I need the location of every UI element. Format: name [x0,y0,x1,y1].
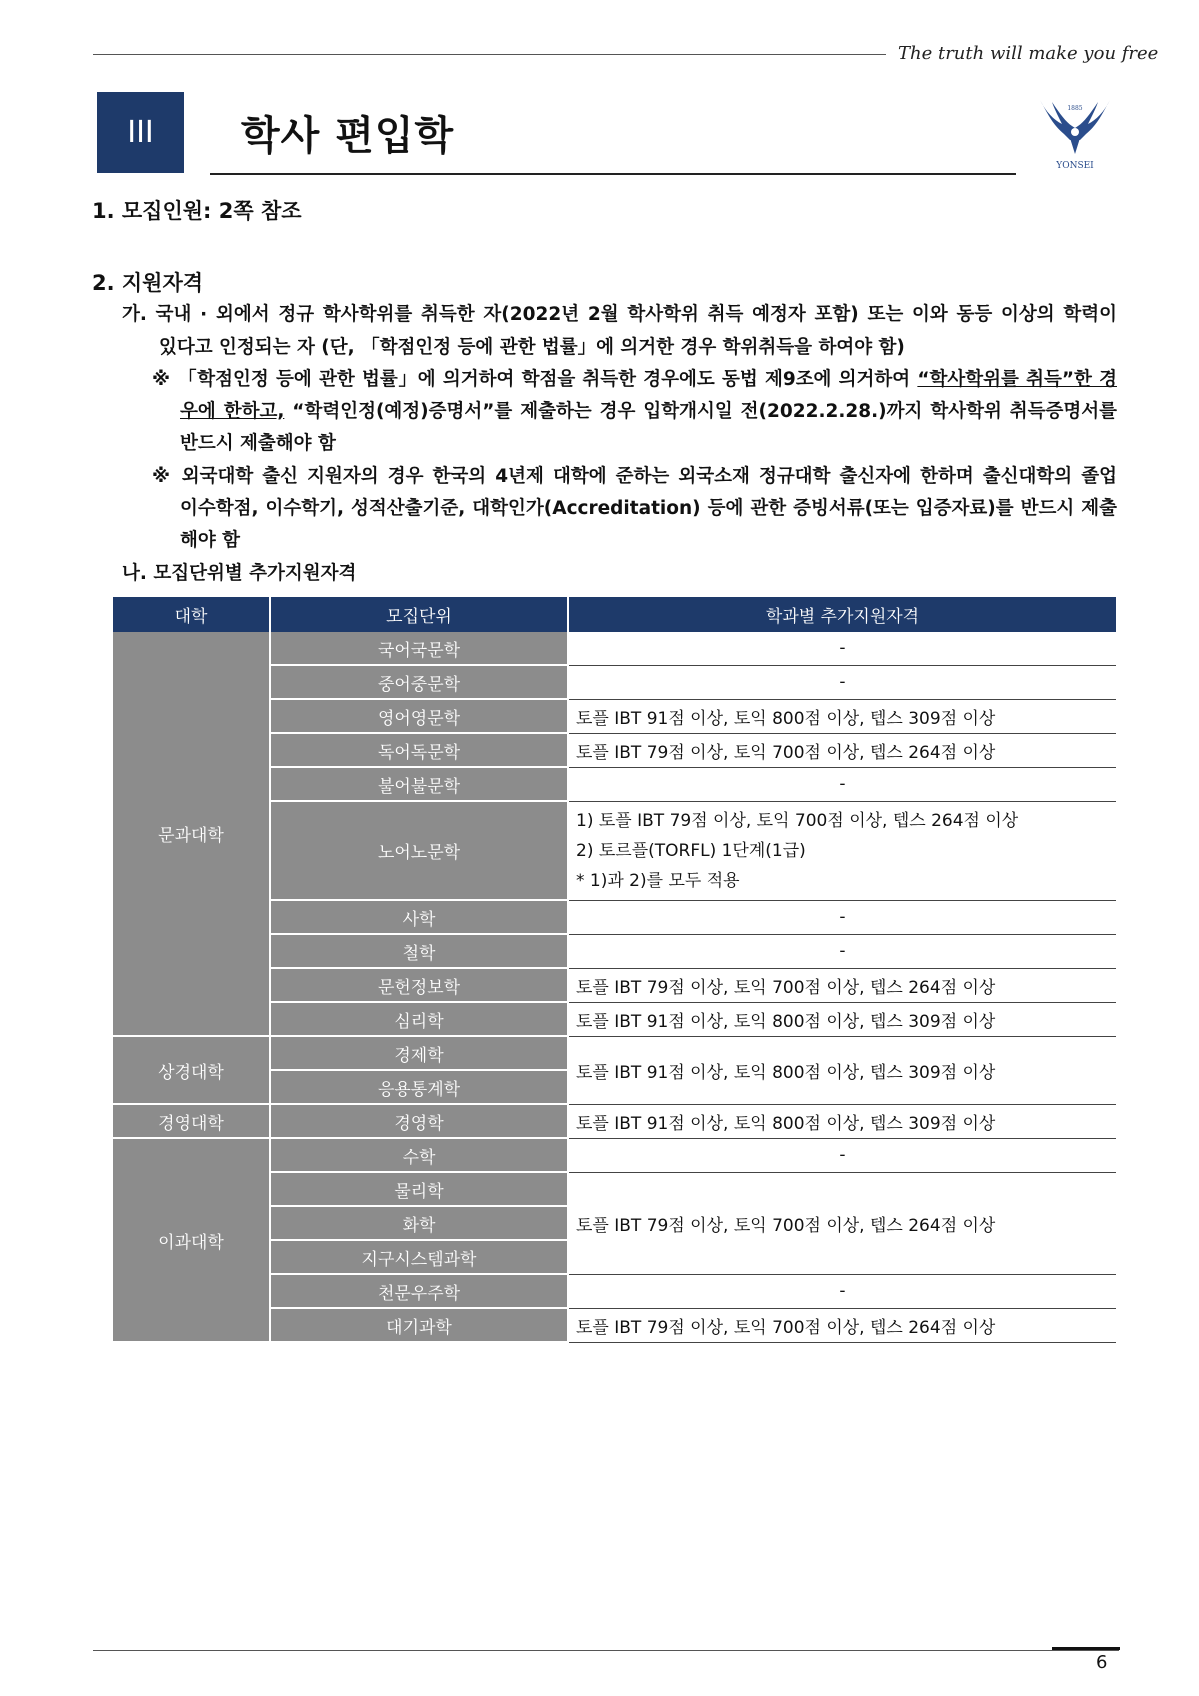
requirement-cell: 토플 IBT 79점 이상, 토익 700점 이상, 텝스 264점 이상 [568,968,1116,1002]
table-row [113,1138,1116,1172]
unit-cell: 천문우주학 [270,1274,568,1308]
unit-cell: 문헌정보학 [270,968,568,1002]
table-header-row [113,597,1116,632]
table-row [113,1104,1116,1138]
chapter-title: 학사 편입학 [241,113,455,159]
header-unit: 모집단위 [270,597,568,632]
requirement-cell: - [568,665,1116,699]
russian-req-line: 2) 토르플(TORFL) 1단계(1급) [576,840,806,861]
header-rule [93,54,886,55]
section-1-heading: 1. 모집인원: 2쪽 참조 [92,199,302,223]
unit-cell: 노어노문학 [270,801,568,900]
unit-cell: 물리학 [270,1172,568,1206]
note-1-line2 [180,396,1117,429]
item-na: 나. 모집단위별 추가지원자격 [122,563,357,584]
requirement-cell: - [568,1138,1116,1172]
note-1-line1 [152,364,1117,397]
requirement-cell: - [568,900,1116,934]
requirement-cell: 토플 IBT 91점 이상, 토익 800점 이상, 텝스 309점 이상 [568,1036,1116,1104]
requirement-cell: - [568,767,1116,801]
unit-cell: 화학 [270,1206,568,1240]
unit-cell: 지구시스템과학 [270,1240,568,1274]
note-2-line1: ※ 외국대학 출신 지원자의 경우 한국의 4년제 대학에 준하는 외국소재 정규대학 출신자에 한하며 출신대학의 졸업 [152,466,1117,487]
unit-cell: 수학 [270,1138,568,1172]
logo-text: YONSEI [1056,161,1094,171]
college-business-econ: 상경대학 [113,1036,270,1104]
requirements-table [113,597,1116,1343]
unit-cell: 영어영문학 [270,699,568,733]
header-college: 대학 [113,597,270,632]
unit-cell: 경제학 [270,1036,568,1070]
motto: The truth will make you free [898,43,1159,64]
requirement-cell: - [568,632,1116,665]
unit-cell: 사학 [270,900,568,934]
requirement-cell-russian [568,801,1116,900]
unit-cell: 대기과학 [270,1308,568,1342]
unit-cell: 중어중문학 [270,665,568,699]
unit-cell: 경영학 [270,1104,568,1138]
page-number: 6 [1096,1652,1108,1673]
unit-cell: 철학 [270,934,568,968]
note-2-line2: 이수학점, 이수학기, 성적산출기준, 대학인가(Accreditation) 등에 관한 증빙서류(또는 입증자료)를 반드시 제출 [180,498,1117,519]
item-ga-line1: 가. 국내 · 외에서 정규 학사학위를 취득한 자(2022년 2월 학사학위 취득 예정자 포함) 또는 이와 동등 이상의 학력이 [122,304,1117,325]
chapter-number: III [97,92,184,173]
header-requirement: 학과별 추가지원자격 [568,597,1116,632]
title-rule [210,173,1016,175]
unit-cell: 독어독문학 [270,733,568,767]
requirement-cell: 토플 IBT 79점 이상, 토익 700점 이상, 텝스 264점 이상 [568,733,1116,767]
footer-rule [93,1650,1119,1651]
eagle-logo-icon [1034,94,1116,174]
note-1-line3: 반드시 제출해야 함 [180,433,336,454]
requirement-cell: 토플 IBT 91점 이상, 토익 800점 이상, 텝스 309점 이상 [568,1104,1116,1138]
college-humanities: 문과대학 [113,632,270,1036]
footer-mark [1052,1647,1120,1650]
requirement-cell: 토플 IBT 91점 이상, 토익 800점 이상, 텝스 309점 이상 [568,1002,1116,1036]
logo-year: 1885 [1067,105,1083,112]
item-ga-line2: 있다고 인정되는 자 (단, 「학점인정 등에 관한 법률」에 의거한 경우 학위취득을 하여야 함) [159,337,905,358]
note-2-line3: 해야 함 [180,530,241,551]
note-1-line2-text: “학력인정(예정)증명서”를 제출하는 경우 입학개시일 전(2022.2.28.)까지 학사학위 취득증명서를 [284,401,1117,422]
unit-cell: 국어국문학 [270,632,568,665]
unit-cell: 응용통계학 [270,1070,568,1104]
requirement-cell: - [568,1274,1116,1308]
unit-cell: 심리학 [270,1002,568,1036]
russian-req-line: * 1)과 2)를 모두 적용 [576,870,740,891]
russian-req-line: 1) 토플 IBT 79점 이상, 토익 700점 이상, 텝스 264점 이상 [576,810,1019,831]
requirement-cell: 토플 IBT 79점 이상, 토익 700점 이상, 텝스 264점 이상 [568,1308,1116,1342]
table-row [113,632,1116,665]
note-1-line2-underlined: 우에 한하고, [180,401,285,422]
note-1-line1-text: ※ 「학점인정 등에 관한 법률」에 의거하여 학점을 취득한 경우에도 동법 제9조에 의거하여 [152,369,918,390]
college-science: 이과대학 [113,1138,270,1342]
college-business: 경영대학 [113,1104,270,1138]
requirement-cell: - [568,934,1116,968]
unit-cell: 불어불문학 [270,767,568,801]
table-row [113,1036,1116,1070]
requirement-cell: 토플 IBT 91점 이상, 토익 800점 이상, 텝스 309점 이상 [568,699,1116,733]
note-1-line1-underlined: “학사학위를 취득”한 경 [917,369,1117,390]
requirement-cell: 토플 IBT 79점 이상, 토익 700점 이상, 텝스 264점 이상 [568,1172,1116,1274]
section-2-heading: 2. 지원자격 [92,271,204,295]
